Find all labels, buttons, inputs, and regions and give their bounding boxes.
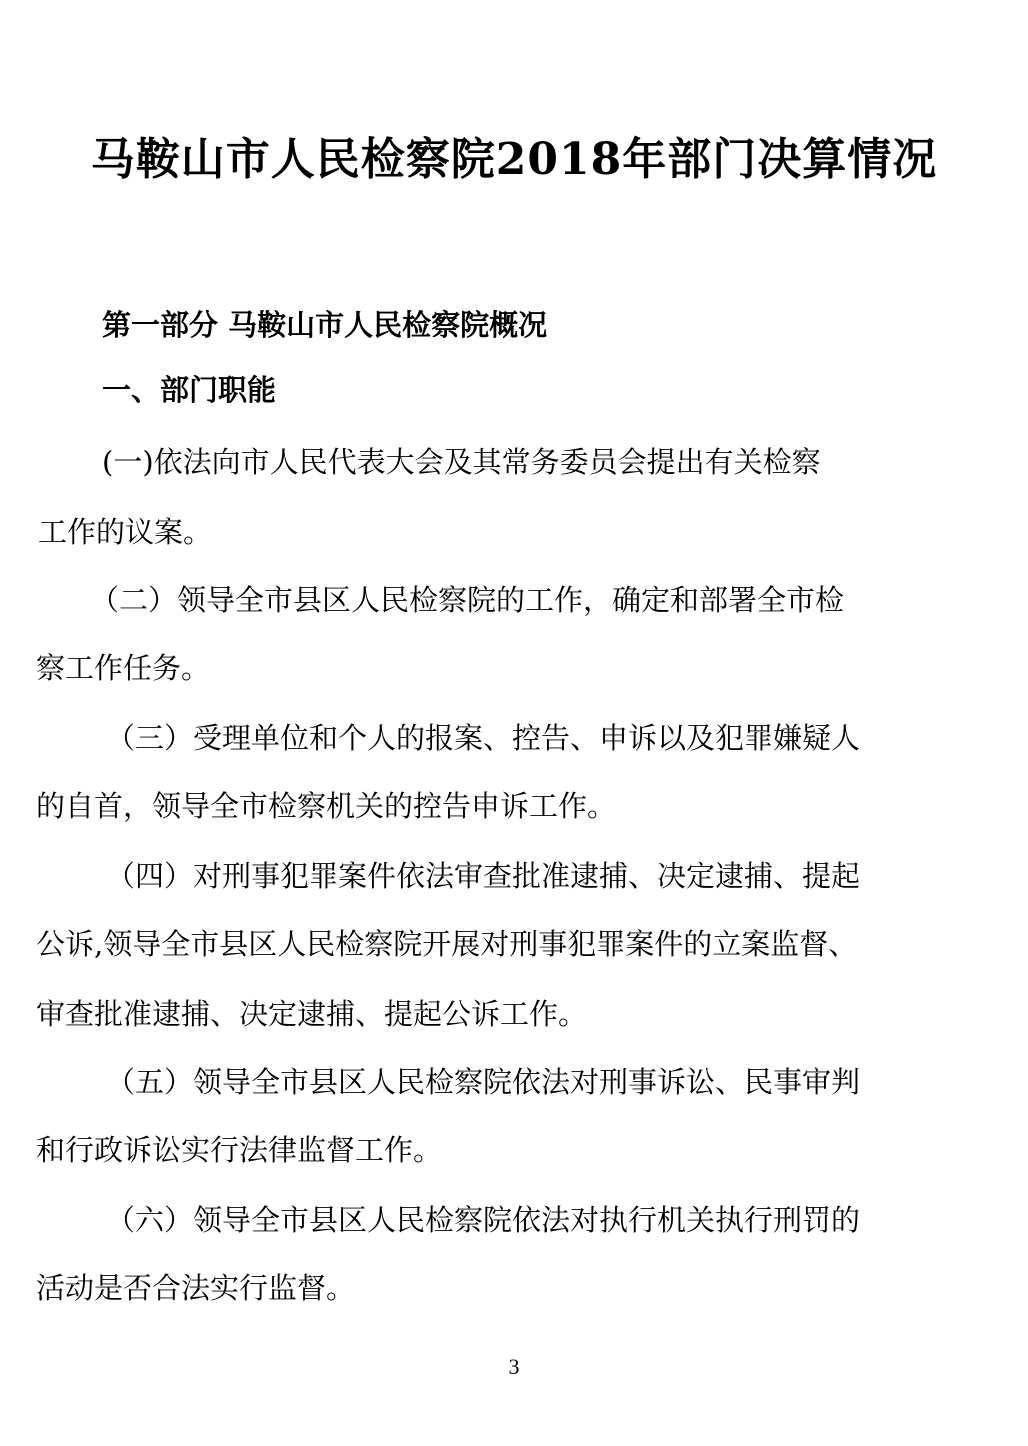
- duty-5-line-2: 和行政诉讼实行法律监督工作。: [36, 1133, 443, 1167]
- document-title: 马鞍山市人民检察院2018年部门决算情况: [90, 134, 938, 185]
- duty-1-line-1: (一)依法向市人民代表大会及其常务委员会提出有关检察: [102, 445, 821, 479]
- duty-3-line-1: （三）受理单位和个人的报案、控告、申诉以及犯罪嫌疑人: [106, 721, 861, 755]
- duty-1-line-2: 工作的议案。: [38, 515, 213, 549]
- duty-5-line-1: （五）领导全市县区人民检察院依法对刑事诉讼、民事审判: [106, 1065, 861, 1099]
- part-heading: 第一部分 马鞍山市人民检察院概况: [102, 308, 548, 342]
- section-heading: 一、部门职能: [102, 373, 277, 407]
- duty-4-line-2: 公诉,领导全市县区人民检察院开展对刑事犯罪案件的立案监督、: [36, 927, 858, 961]
- duty-4-line-3: 审查批准逮捕、决定逮捕、提起公诉工作。: [36, 997, 588, 1031]
- duty-3-line-2: 的自首，领导全市检察机关的控告申诉工作。: [36, 789, 617, 823]
- duty-4-line-1: （四）对刑事犯罪案件依法审查批准逮捕、决定逮捕、提起: [106, 859, 861, 893]
- duty-2-line-1: （二）领导全市县区人民检察院的工作，确定和部署全市检: [90, 583, 845, 617]
- duty-6-line-1: （六）领导全市县区人民检察院依法对执行机关执行刑罚的: [106, 1203, 861, 1237]
- duty-2-line-2: 察工作任务。: [36, 651, 211, 685]
- duty-6-line-2: 活动是否合法实行监督。: [36, 1271, 356, 1305]
- page-number: 3: [508, 1354, 520, 1379]
